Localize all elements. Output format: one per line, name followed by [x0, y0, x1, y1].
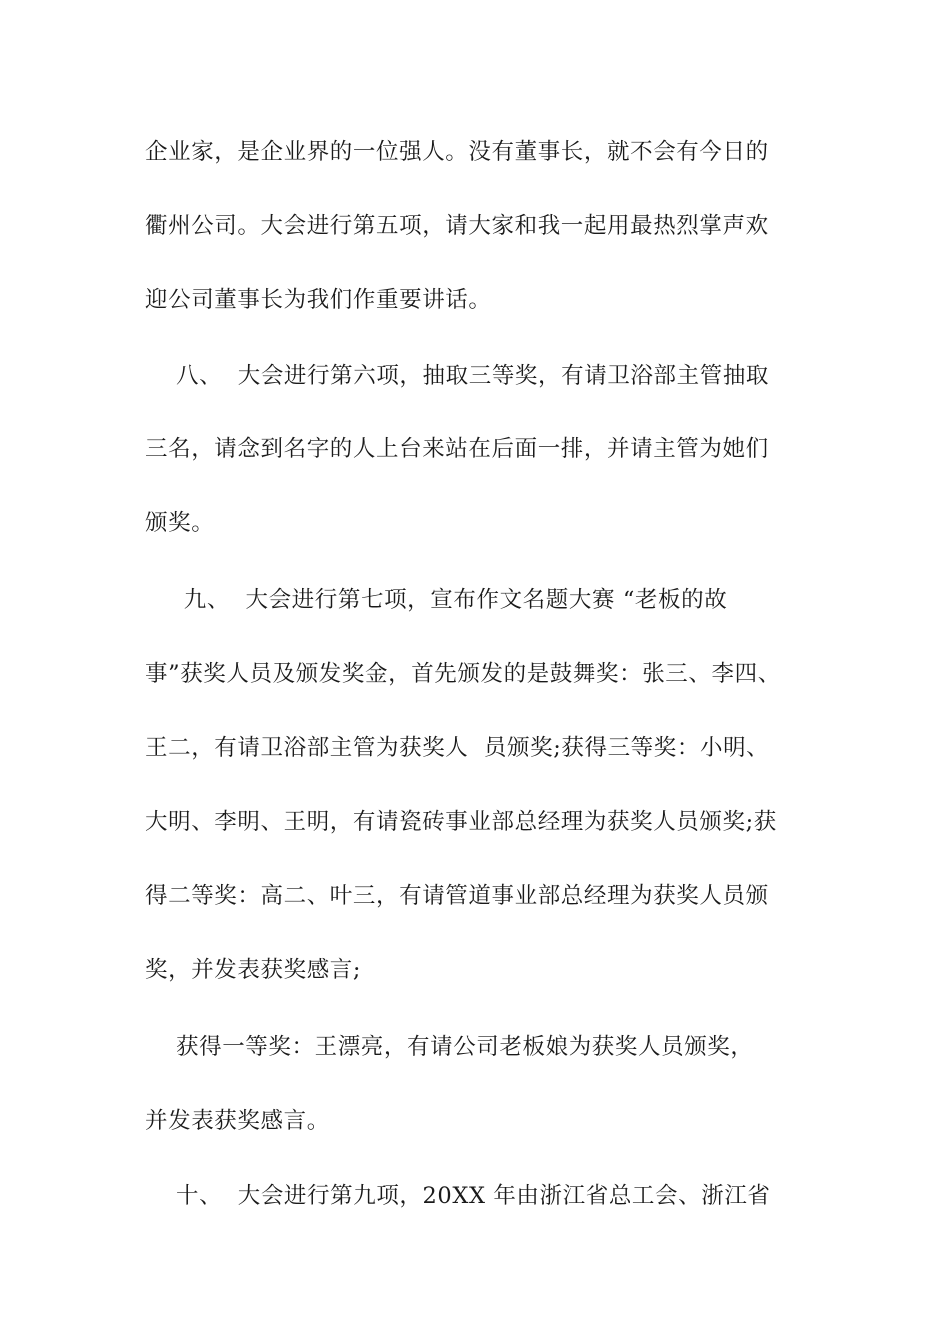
text-line-1: 企业家，是企业界的一位强人。没有董事长，就不会有今日的 [145, 139, 769, 165]
text-line-11: 得二等奖：高二、叶三，有请管道事业部总经理为获奖人员颁 [145, 883, 769, 909]
text-line-5: 三名，请念到名字的人上台来站在后面一排，并请主管为她们 [145, 436, 769, 462]
text-line-15: 十、 大会进行第九项，20XX 年由浙江省总工会、浙江省 [145, 1183, 771, 1209]
text-line-12: 奖，并发表获奖感言; [145, 957, 362, 983]
text-line-13: 获得一等奖：王漂亮，有请公司老板娘为获奖人员颁奖， [145, 1034, 754, 1060]
text-line-4: 八、 大会进行第六项，抽取三等奖，有请卫浴部主管抽取 [145, 363, 770, 389]
text-line-3: 迎公司董事长为我们作重要讲话。 [145, 287, 492, 313]
text-line-10: 大明、李明、王明，有请瓷砖事业部总经理为获奖人员颁奖;获 [145, 809, 777, 835]
text-line-6: 颁奖。 [145, 510, 215, 536]
text-line-14: 并发表获奖感言。 [145, 1108, 330, 1134]
text-line-9: 王二，有请卫浴部主管为获奖人 员颁奖;获得三等奖：小明、 [145, 735, 770, 761]
text-line-8: 事”获奖人员及颁发奖金，首先颁发的是鼓舞奖：张三、李四、 [145, 661, 781, 687]
text-line-2: 衢州公司。大会进行第五项，请大家和我一起用最热烈掌声欢 [145, 213, 769, 239]
text-line-7: 九、 大会进行第七项，宣布作文名题大赛 “老板的故 [145, 587, 728, 613]
